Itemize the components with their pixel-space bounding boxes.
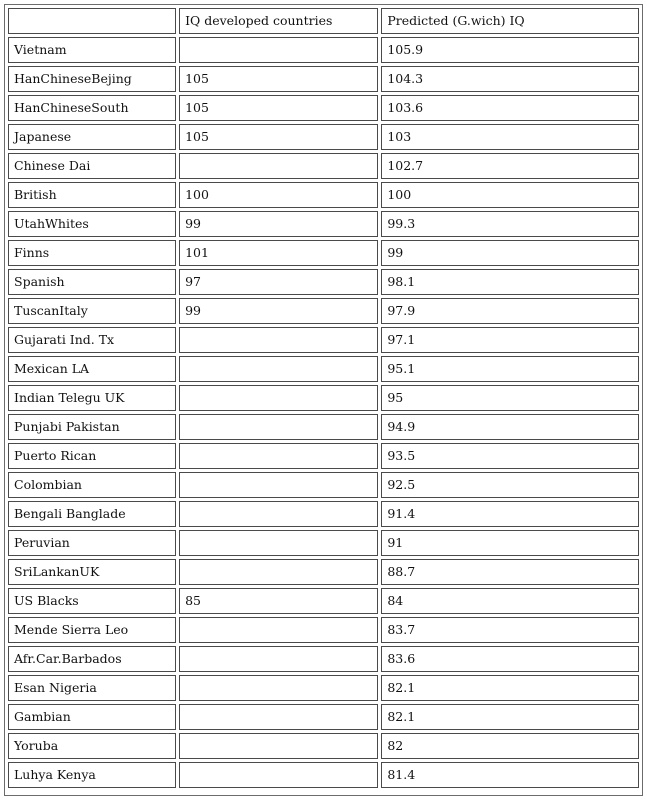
row-label-cell: SriLankanUK (8, 559, 176, 585)
predicted-iq-cell: 84 (381, 588, 639, 614)
header-cell-predicted-iq: Predicted (G.wich) IQ (381, 8, 639, 34)
row-label-cell: Chinese Dai (8, 153, 176, 179)
table-row (8, 646, 639, 672)
iq-developed-cell (179, 733, 378, 759)
iq-developed-cell: 105 (179, 124, 378, 150)
iq-developed-cell (179, 356, 378, 382)
row-label-cell: Mende Sierra Leo (8, 617, 176, 643)
iq-developed-cell: 85 (179, 588, 378, 614)
predicted-iq-cell: 93.5 (381, 443, 639, 469)
iq-developed-cell: 100 (179, 182, 378, 208)
row-label-cell: Afr.Car.Barbados (8, 646, 176, 672)
predicted-iq-cell: 105.9 (381, 37, 639, 63)
row-label-cell: Gujarati Ind. Tx (8, 327, 176, 353)
table-body (8, 37, 639, 788)
predicted-iq-cell: 92.5 (381, 472, 639, 498)
iq-developed-cell (179, 646, 378, 672)
predicted-iq-cell: 94.9 (381, 414, 639, 440)
row-label-cell: Esan Nigeria (8, 675, 176, 701)
predicted-iq-cell: 97.1 (381, 327, 639, 353)
table-row (8, 675, 639, 701)
table-row (8, 66, 639, 92)
iq-developed-cell: 99 (179, 298, 378, 324)
table-row (8, 327, 639, 353)
row-label-cell: Peruvian (8, 530, 176, 556)
predicted-iq-cell: 103 (381, 124, 639, 150)
table-row (8, 762, 639, 788)
table-row (8, 530, 639, 556)
row-label-cell: Puerto Rican (8, 443, 176, 469)
predicted-iq-cell: 81.4 (381, 762, 639, 788)
table-row (8, 95, 639, 121)
iq-developed-cell (179, 472, 378, 498)
row-label-cell: British (8, 182, 176, 208)
predicted-iq-cell: 95.1 (381, 356, 639, 382)
iq-developed-cell (179, 762, 378, 788)
predicted-iq-cell: 95 (381, 385, 639, 411)
predicted-iq-cell: 82 (381, 733, 639, 759)
table-row (8, 356, 639, 382)
iq-developed-cell (179, 501, 378, 527)
row-label-cell: Bengali Banglade (8, 501, 176, 527)
table-frame (4, 4, 643, 796)
row-label-cell: Yoruba (8, 733, 176, 759)
table-row (8, 37, 639, 63)
row-label-cell: Luhya Kenya (8, 762, 176, 788)
predicted-iq-cell: 83.6 (381, 646, 639, 672)
table-row (8, 588, 639, 614)
iq-developed-cell (179, 153, 378, 179)
predicted-iq-cell: 91.4 (381, 501, 639, 527)
row-label-cell: Indian Telegu UK (8, 385, 176, 411)
predicted-iq-cell: 82.1 (381, 704, 639, 730)
table-row (8, 211, 639, 237)
iq-table (5, 5, 642, 791)
table-row (8, 472, 639, 498)
row-label-cell: HanChineseBejing (8, 66, 176, 92)
table-row (8, 298, 639, 324)
row-label-cell: HanChineseSouth (8, 95, 176, 121)
iq-developed-cell: 99 (179, 211, 378, 237)
row-label-cell: Mexican LA (8, 356, 176, 382)
predicted-iq-cell: 97.9 (381, 298, 639, 324)
row-label-cell: Vietnam (8, 37, 176, 63)
row-label-cell: UtahWhites (8, 211, 176, 237)
table-row (8, 269, 639, 295)
row-label-cell: Japanese (8, 124, 176, 150)
predicted-iq-cell: 82.1 (381, 675, 639, 701)
predicted-iq-cell: 100 (381, 182, 639, 208)
row-label-cell: TuscanItaly (8, 298, 176, 324)
iq-developed-cell (179, 385, 378, 411)
predicted-iq-cell: 91 (381, 530, 639, 556)
table-row (8, 240, 639, 266)
iq-developed-cell: 101 (179, 240, 378, 266)
header-row (8, 8, 639, 34)
iq-developed-cell (179, 443, 378, 469)
row-label-cell: Spanish (8, 269, 176, 295)
iq-developed-cell: 97 (179, 269, 378, 295)
header-cell-label (8, 8, 176, 34)
iq-developed-cell: 105 (179, 66, 378, 92)
row-label-cell: Finns (8, 240, 176, 266)
table-row (8, 559, 639, 585)
table-row (8, 124, 639, 150)
table-row (8, 153, 639, 179)
row-label-cell: Colombian (8, 472, 176, 498)
iq-developed-cell (179, 530, 378, 556)
iq-developed-cell (179, 675, 378, 701)
table-row (8, 617, 639, 643)
table-row (8, 385, 639, 411)
predicted-iq-cell: 88.7 (381, 559, 639, 585)
predicted-iq-cell: 98.1 (381, 269, 639, 295)
header-cell-iq-developed: IQ developed countries (179, 8, 378, 34)
table-row (8, 182, 639, 208)
row-label-cell: Punjabi Pakistan (8, 414, 176, 440)
predicted-iq-cell: 99.3 (381, 211, 639, 237)
predicted-iq-cell: 99 (381, 240, 639, 266)
iq-developed-cell (179, 327, 378, 353)
table-row (8, 443, 639, 469)
iq-developed-cell (179, 704, 378, 730)
row-label-cell: Gambian (8, 704, 176, 730)
table-row (8, 414, 639, 440)
predicted-iq-cell: 83.7 (381, 617, 639, 643)
table-row (8, 501, 639, 527)
iq-developed-cell (179, 617, 378, 643)
iq-developed-cell (179, 559, 378, 585)
iq-developed-cell (179, 414, 378, 440)
table-row (8, 733, 639, 759)
iq-developed-cell: 105 (179, 95, 378, 121)
row-label-cell: US Blacks (8, 588, 176, 614)
table-row (8, 704, 639, 730)
iq-developed-cell (179, 37, 378, 63)
predicted-iq-cell: 102.7 (381, 153, 639, 179)
predicted-iq-cell: 103.6 (381, 95, 639, 121)
predicted-iq-cell: 104.3 (381, 66, 639, 92)
